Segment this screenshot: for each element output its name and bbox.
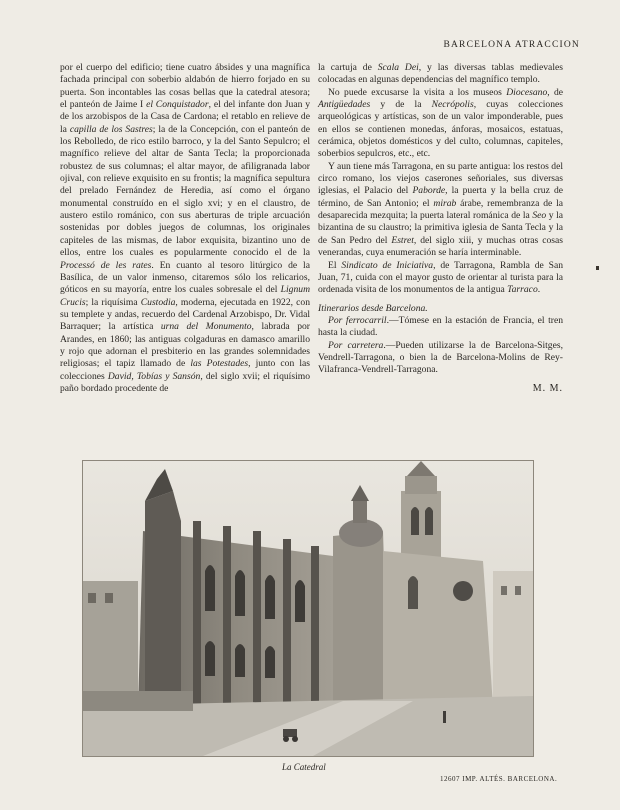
text-run: , el del infante don Juan y de los arzobispos de la Casa de Cardona; el retablo en relieve de la bbox=[60, 99, 310, 135]
paragraph bbox=[318, 62, 563, 87]
text-run: ; la riquísima bbox=[85, 296, 141, 308]
text-run: el Conquistador bbox=[146, 99, 209, 111]
text-run: David, Tobías y Sansón bbox=[107, 370, 201, 382]
text-run: , y las diversas tablas medievales colocadas en algunas dependencias del magnífico templo. bbox=[318, 62, 563, 86]
cathedral-photograph bbox=[82, 460, 534, 757]
text-run: El bbox=[328, 259, 342, 271]
left-text-column bbox=[60, 62, 310, 395]
text-run: por el cuerpo del edificio; tiene cuatro ábsides y una magnífica fachada principal con soberbio aldabón de hierro forjado en su puerta. Son incontables las cosas bellas que la catedral atesora; el panteón de Jaime I bbox=[60, 62, 310, 111]
text-run: y de la bbox=[370, 99, 432, 111]
text-run: y la bizantina de su claustro; la primitiva iglesia de Santa Tecla y la de San Pedro del bbox=[318, 210, 563, 246]
paragraph bbox=[318, 315, 563, 340]
text-run: Diocesano bbox=[506, 86, 548, 98]
text-run: M. M. bbox=[532, 382, 563, 394]
running-head: BARCELONA ATRACCION bbox=[443, 40, 580, 50]
text-run: , de Tarragona, Rambla de San Juan, 71, cuida con el mayor gusto de orientar al turista para la ordenada visita de los monumentos de la antigua bbox=[318, 259, 563, 296]
paragraph bbox=[318, 161, 563, 260]
text-run: Y aun tiene más Tarragona, en su parte antigua: los restos del circo romano, los viejos caserones señoriales, sus diversas iglesias, el Palacio del bbox=[318, 160, 563, 197]
text-run: .—Tómese en la estación de Francia, el tren hasta la ciudad. bbox=[318, 314, 563, 339]
text-run: capilla de los Sastres bbox=[69, 123, 153, 135]
text-run: mirab bbox=[433, 197, 457, 209]
text-run: .—Pueden utilizarse la de Barcelona-Sitges, Vendrell-Tarragona, o bien la de Barcelona-Molins de Rey-Vilafranca-Vendrell-Tarragona. bbox=[318, 339, 563, 376]
text-run: , de bbox=[547, 86, 563, 98]
text-run: Necrópolis bbox=[431, 99, 474, 111]
text-run: Itinerarios desde Barcelona. bbox=[318, 302, 428, 314]
paragraph bbox=[318, 260, 563, 297]
text-run: , del siglo xvii; el riquísimo paño bordado procedente de bbox=[60, 370, 310, 394]
text-run: . bbox=[537, 284, 541, 296]
text-run: Processó de les rates bbox=[60, 259, 152, 271]
text-run: ; la de la Concepción, con el panteón de los Rebolledo, de rico estilo barroco, y la del Santo Sepulcro; el magnífico relieve del altar de Santa Tecla; la proporcionada robustez de sus columnas; el altar mayor, de afiligranada labor ojival, con relieve exquisito en su frontis; la magnífica sepultura del prelado Fernández de Heredia, así como el órgano monumental construído en el siglo xvi; y en el claustro, de austero estilo románico, con sus aberturas de triple arcuación sostenidas por dobles juegos de columnas, los originales capiteles de las mismas, de labor exquisita, bizantino uno de ellos, entre los cuales es popularmente conocido el de la bbox=[60, 123, 310, 259]
text-run: urna del Monumento bbox=[160, 321, 252, 333]
text-run: Custodia bbox=[140, 296, 176, 308]
text-run: , cuyas colecciones arqueológicas y artísticas, son de un valor imponderable, pues en ellos se contienen monedas, ánforas, mosaicos, estatuas, cerámica, objetos domésticos y del culto, columnas, capiteles, soberbios sepulcros, etc., etc. bbox=[318, 99, 563, 160]
section-subhead bbox=[318, 303, 563, 315]
text-run: las Potestades bbox=[190, 358, 249, 370]
text-run: Estret bbox=[391, 234, 414, 246]
text-run: Paborde bbox=[412, 185, 446, 197]
text-run: , la puerta y la bella cruz de término, de San Antonio; el bbox=[318, 185, 563, 209]
text-run: Por carretera bbox=[328, 339, 384, 351]
photo-caption: La Catedral bbox=[282, 762, 326, 772]
text-run: No puede excusarse la visita a los museos bbox=[328, 86, 507, 98]
margin-mark bbox=[596, 266, 599, 270]
text-run: , junto con las colecciones bbox=[60, 358, 310, 382]
text-run: Por ferrocarril bbox=[328, 314, 387, 326]
paragraph bbox=[60, 62, 310, 395]
author-signature bbox=[318, 383, 563, 395]
text-run: Antigüedades bbox=[318, 99, 371, 111]
text-run: Sindicato de Iniciativa bbox=[341, 259, 434, 271]
text-run: Lignum Crucis bbox=[60, 284, 310, 308]
printer-imprint: 12607 IMP. ALTÉS. BARCELONA. bbox=[440, 775, 558, 783]
text-run: Tarraco bbox=[507, 284, 538, 296]
right-text-column bbox=[318, 62, 563, 395]
paragraph bbox=[318, 87, 563, 161]
text-run: Scala Dei bbox=[377, 62, 419, 73]
paragraph bbox=[318, 340, 563, 377]
text-run: Seo bbox=[532, 210, 547, 222]
text-run: , moderna, ejecutada en 1922, con su templete y andas, recuerdo del Cardenal Arzobispo, Dr. Vidal Barraquer; la artística bbox=[60, 296, 311, 333]
text-run: , labrada por Arandes, en 1860; las antiguas colgaduras en damasco amarillo y rojo que adornan el presbiterio en las grandes solemnidades religiosas; el tapiz llamado de bbox=[60, 321, 310, 370]
text-run: , del siglo xiii, y muchas otras cosas venerandas, cuya enumeración se haría interminable. bbox=[318, 234, 563, 259]
text-run: la cartuja de bbox=[318, 62, 378, 73]
text-run: árabe, remembranza de la desaparecida mezquita; la puerta lateral románica de la bbox=[318, 197, 564, 222]
cathedral-illustration bbox=[83, 461, 533, 756]
text-run: . En cuanto al tesoro litúrgico de la Basílica, de un valor inmenso, citaremos sólo los relicarios, góticos en su mayoría, entre los cuales sobresale el del bbox=[60, 259, 310, 296]
